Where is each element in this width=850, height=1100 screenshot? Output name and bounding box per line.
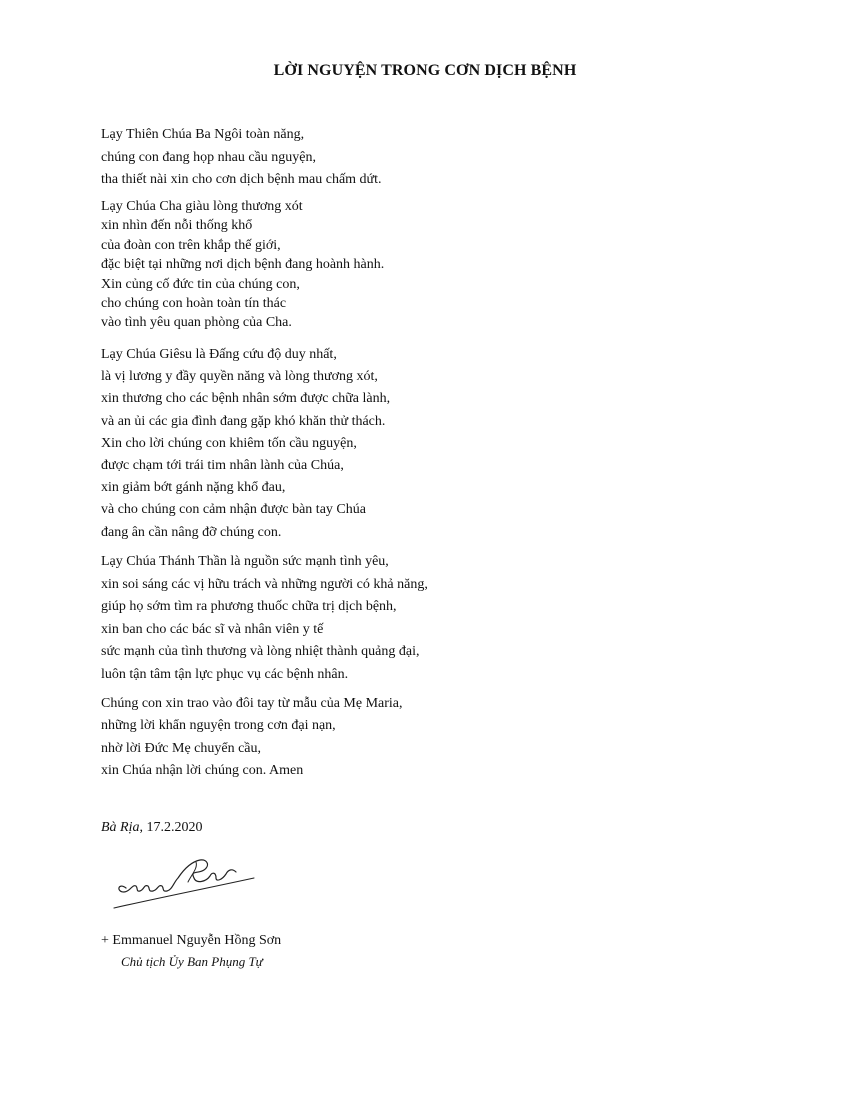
- document-title: LỜI NGUYỆN TRONG CƠN DỊCH BỆNH: [273, 62, 577, 79]
- signer-title: Chủ tịch Ủy Ban Phụng Tự: [121, 954, 263, 969]
- stanza-jesus: [101, 344, 390, 544]
- prayer-line: xin nhìn đến nỗi thống khổ: [101, 218, 253, 234]
- prayer-line: Chúng con xin trao vào đôi tay từ mẫu của Mẹ Maria,: [101, 696, 403, 711]
- prayer-line: sức mạnh của tình thương và lòng nhiệt thành quảng đại,: [101, 644, 420, 659]
- prayer-line: nhờ lời Đức Mẹ chuyển cầu,: [101, 740, 262, 756]
- place-date: [101, 820, 203, 836]
- prayer-line: tha thiết nài xin cho cơn dịch bệnh mau chấm dứt.: [101, 172, 382, 187]
- prayer-line: những lời khẩn nguyện trong cơn đại nạn,: [101, 718, 336, 734]
- prayer-line: Xin cho lời chúng con khiêm tốn cầu nguyện,: [101, 435, 357, 451]
- prayer-line: xin ban cho các bác sĩ và nhân viên y tế: [101, 621, 324, 637]
- prayer-line: Lạy Chúa Cha giàu lòng thương xót: [101, 199, 303, 214]
- prayer-line: đặc biệt tại những nơi dịch bệnh đang hoành hành.: [101, 257, 385, 273]
- prayer-line: xin Chúa nhận lời chúng con. Amen: [101, 763, 304, 779]
- prayer-line: đang ân cần nâng đỡ chúng con.: [101, 524, 282, 540]
- prayer-line: cho chúng con hoàn toàn tín thác: [101, 296, 287, 312]
- signer-name: + Emmanuel Nguyễn Hồng Sơn: [101, 933, 282, 948]
- prayer-line: Lạy Chúa Thánh Thần là nguồn sức mạnh tình yêu,: [101, 554, 389, 569]
- prayer-line: và an ủi các gia đình đang gặp khó khăn thử thách.: [101, 413, 386, 429]
- prayer-line: Lạy Thiên Chúa Ba Ngôi toàn năng,: [101, 127, 305, 142]
- prayer-line: chúng con đang họp nhau cầu nguyện,: [101, 149, 316, 165]
- handwritten-signature: [108, 848, 258, 914]
- stanza-trinity: [101, 124, 382, 192]
- prayer-line: xin soi sáng các vị hữu trách và những người có khả năng,: [101, 576, 428, 592]
- prayer-line: của đoàn con trên khắp thế giới,: [101, 237, 281, 253]
- prayer-line: là vị lương y đầy quyền năng và lòng thương xót,: [101, 369, 378, 385]
- prayer-line: luôn tận tâm tận lực phục vụ các bệnh nhân.: [101, 666, 349, 682]
- place-name: Bà Rịa: [101, 820, 140, 835]
- stanza-holy-spirit: [101, 551, 428, 686]
- prayer-line: xin giảm bớt gánh nặng khổ đau,: [101, 480, 286, 496]
- prayer-line: vào tình yêu quan phòng của Cha.: [101, 315, 292, 331]
- prayer-line: xin thương cho các bệnh nhân sớm được chữa lành,: [101, 391, 391, 407]
- prayer-line: giúp họ sớm tìm ra phương thuốc chữa trị dịch bệnh,: [101, 599, 397, 614]
- prayer-line: Xin củng cố đức tin của chúng con,: [101, 276, 300, 292]
- prayer-line: và cho chúng con cảm nhận được bàn tay Chúa: [101, 502, 366, 518]
- stanza-father: [101, 197, 384, 333]
- stanza-mary: [101, 693, 403, 783]
- prayer-line: được chạm tới trái tim nhân lành của Chúa,: [101, 458, 344, 474]
- prayer-line: Lạy Chúa Giêsu là Đấng cứu độ duy nhất,: [101, 347, 337, 362]
- date-value: , 17.2.2020: [139, 820, 203, 835]
